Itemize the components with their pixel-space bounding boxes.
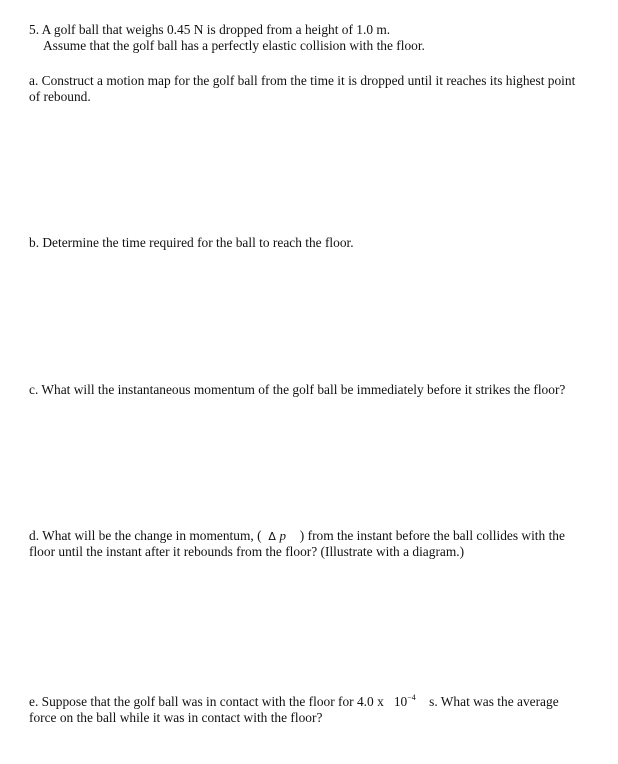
part-e-line-1 [29,694,559,710]
problem-text-1: A golf ball that weighs 0.45 N is dropped from a height of 1.0 m. [41,22,391,37]
part-c-line-1: c. What will the instantaneous momentum of the golf ball be immediately before it strikes the floor? [29,382,566,397]
part-d-line-1 [29,528,565,545]
part-d-line-2: floor until the instant after it rebounds from the floor? (Illustrate with a diagram.) [29,544,465,559]
part-e-line-2: force on the ball while it was in contact with the floor? [29,710,323,725]
notation-exponent: −4 [407,693,416,702]
part-a-line-2: of rebound. [29,89,91,104]
problem-number: 5. [29,22,40,37]
part-d-text-start: d. What will be the change in momentum, ( [29,528,262,543]
part-d-text-end: ) from the instant before the ball collides with the [299,528,565,543]
scientific-notation [394,694,416,709]
part-a-line-1: a. Construct a motion map for the golf ball from the time it is dropped until it reaches its highest point [29,73,576,88]
problem-statement-line-2: Assume that the golf ball has a perfectly elastic collision with the floor. [43,38,425,53]
part-e-text-start: e. Suppose that the golf ball was in contact with the floor for 4.0 x [29,694,384,709]
part-e-text-end: s. What was the average [429,694,559,709]
delta-p-symbol [265,530,297,543]
problem-statement-line-1 [29,22,390,38]
delta-symbol: Δ [268,530,276,543]
part-b-line-1: b. Determine the time required for the ball to reach the floor. [29,235,354,250]
p-symbol: p [279,528,286,543]
notation-base: 10 [393,694,408,709]
